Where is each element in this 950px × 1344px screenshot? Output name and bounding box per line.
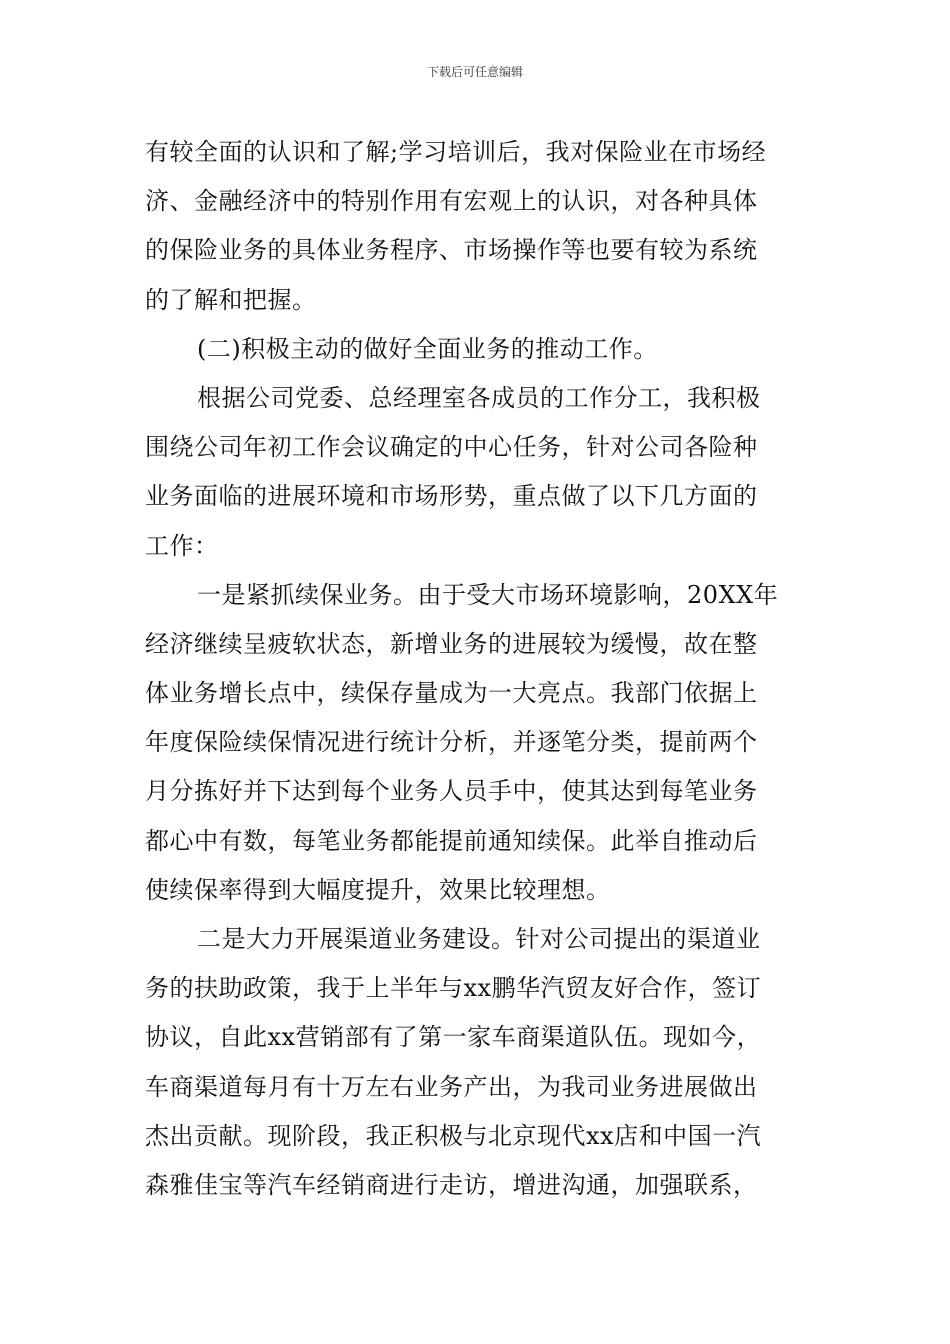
text-line: 年度保险续保情况进行统计分析，并逐笔分类，提前两个 — [145, 728, 758, 757]
text-line: 有较全面的认识和了解;学习培训后，我对保险业在市场经 — [145, 138, 767, 166]
page-header: 下载后可任意编辑 — [426, 65, 523, 79]
text-line: 车商渠道每月有十万左右业务产出，为我司业务进展做出 — [145, 1072, 758, 1101]
section-heading: (二)积极主动的做好全面业务的推动工作。 — [197, 334, 658, 363]
text-line: 杰出贡献。现阶段，我正积极与北京现代xx店和中国一汽 — [145, 1121, 762, 1150]
text-line: 协议，自此xx营销部有了第一家车商渠道队伍。现如今， — [145, 1023, 762, 1052]
text-line: 务的扶助政策，我于上半年与xx鹏华汽贸友好合作，签订 — [145, 974, 762, 1003]
document-body — [145, 128, 805, 1210]
text-line: 的保险业务的具体业务程序、市场操作等也要有较为系统 — [145, 236, 758, 265]
text-line: 工作： — [145, 531, 219, 560]
text-line: 森雅佳宝等汽车经销商进行走访，增进沟通，加强联系， — [145, 1170, 758, 1199]
text-line: 经济继续呈疲软状态，新增业务的进展较为缓慢，故在整 — [145, 629, 758, 658]
text-line: 围绕公司年初工作会议确定的中心任务，针对公司各险种 — [145, 433, 758, 462]
text-line: 业务面临的进展环境和市场形势，重点做了以下几方面的 — [145, 482, 758, 511]
paragraph-start: 一是紧抓续保业务。由于受大市场环境影响，20XX年 — [197, 580, 779, 609]
text-line: 济、金融经济中的特别作用有宏观上的认识，对各种具体 — [145, 187, 758, 216]
text-line: 使续保率得到大幅度提升，效果比较理想。 — [145, 875, 611, 904]
text-line: 都心中有数，每笔业务都能提前通知续保。此举自推动后 — [145, 826, 758, 855]
paragraph-start: 根据公司党委、总经理室各成员的工作分工，我积极 — [197, 383, 761, 412]
text-line: 月分拣好并下达到每个业务人员手中，使其达到每笔业务 — [145, 777, 758, 806]
text-line: 的了解和把握。 — [145, 285, 317, 314]
paragraph-start: 二是大力开展渠道业务建设。针对公司提出的渠道业 — [197, 925, 761, 953]
text-line: 体业务增长点中，续保存量成为一大亮点。我部门依据上 — [145, 679, 758, 708]
